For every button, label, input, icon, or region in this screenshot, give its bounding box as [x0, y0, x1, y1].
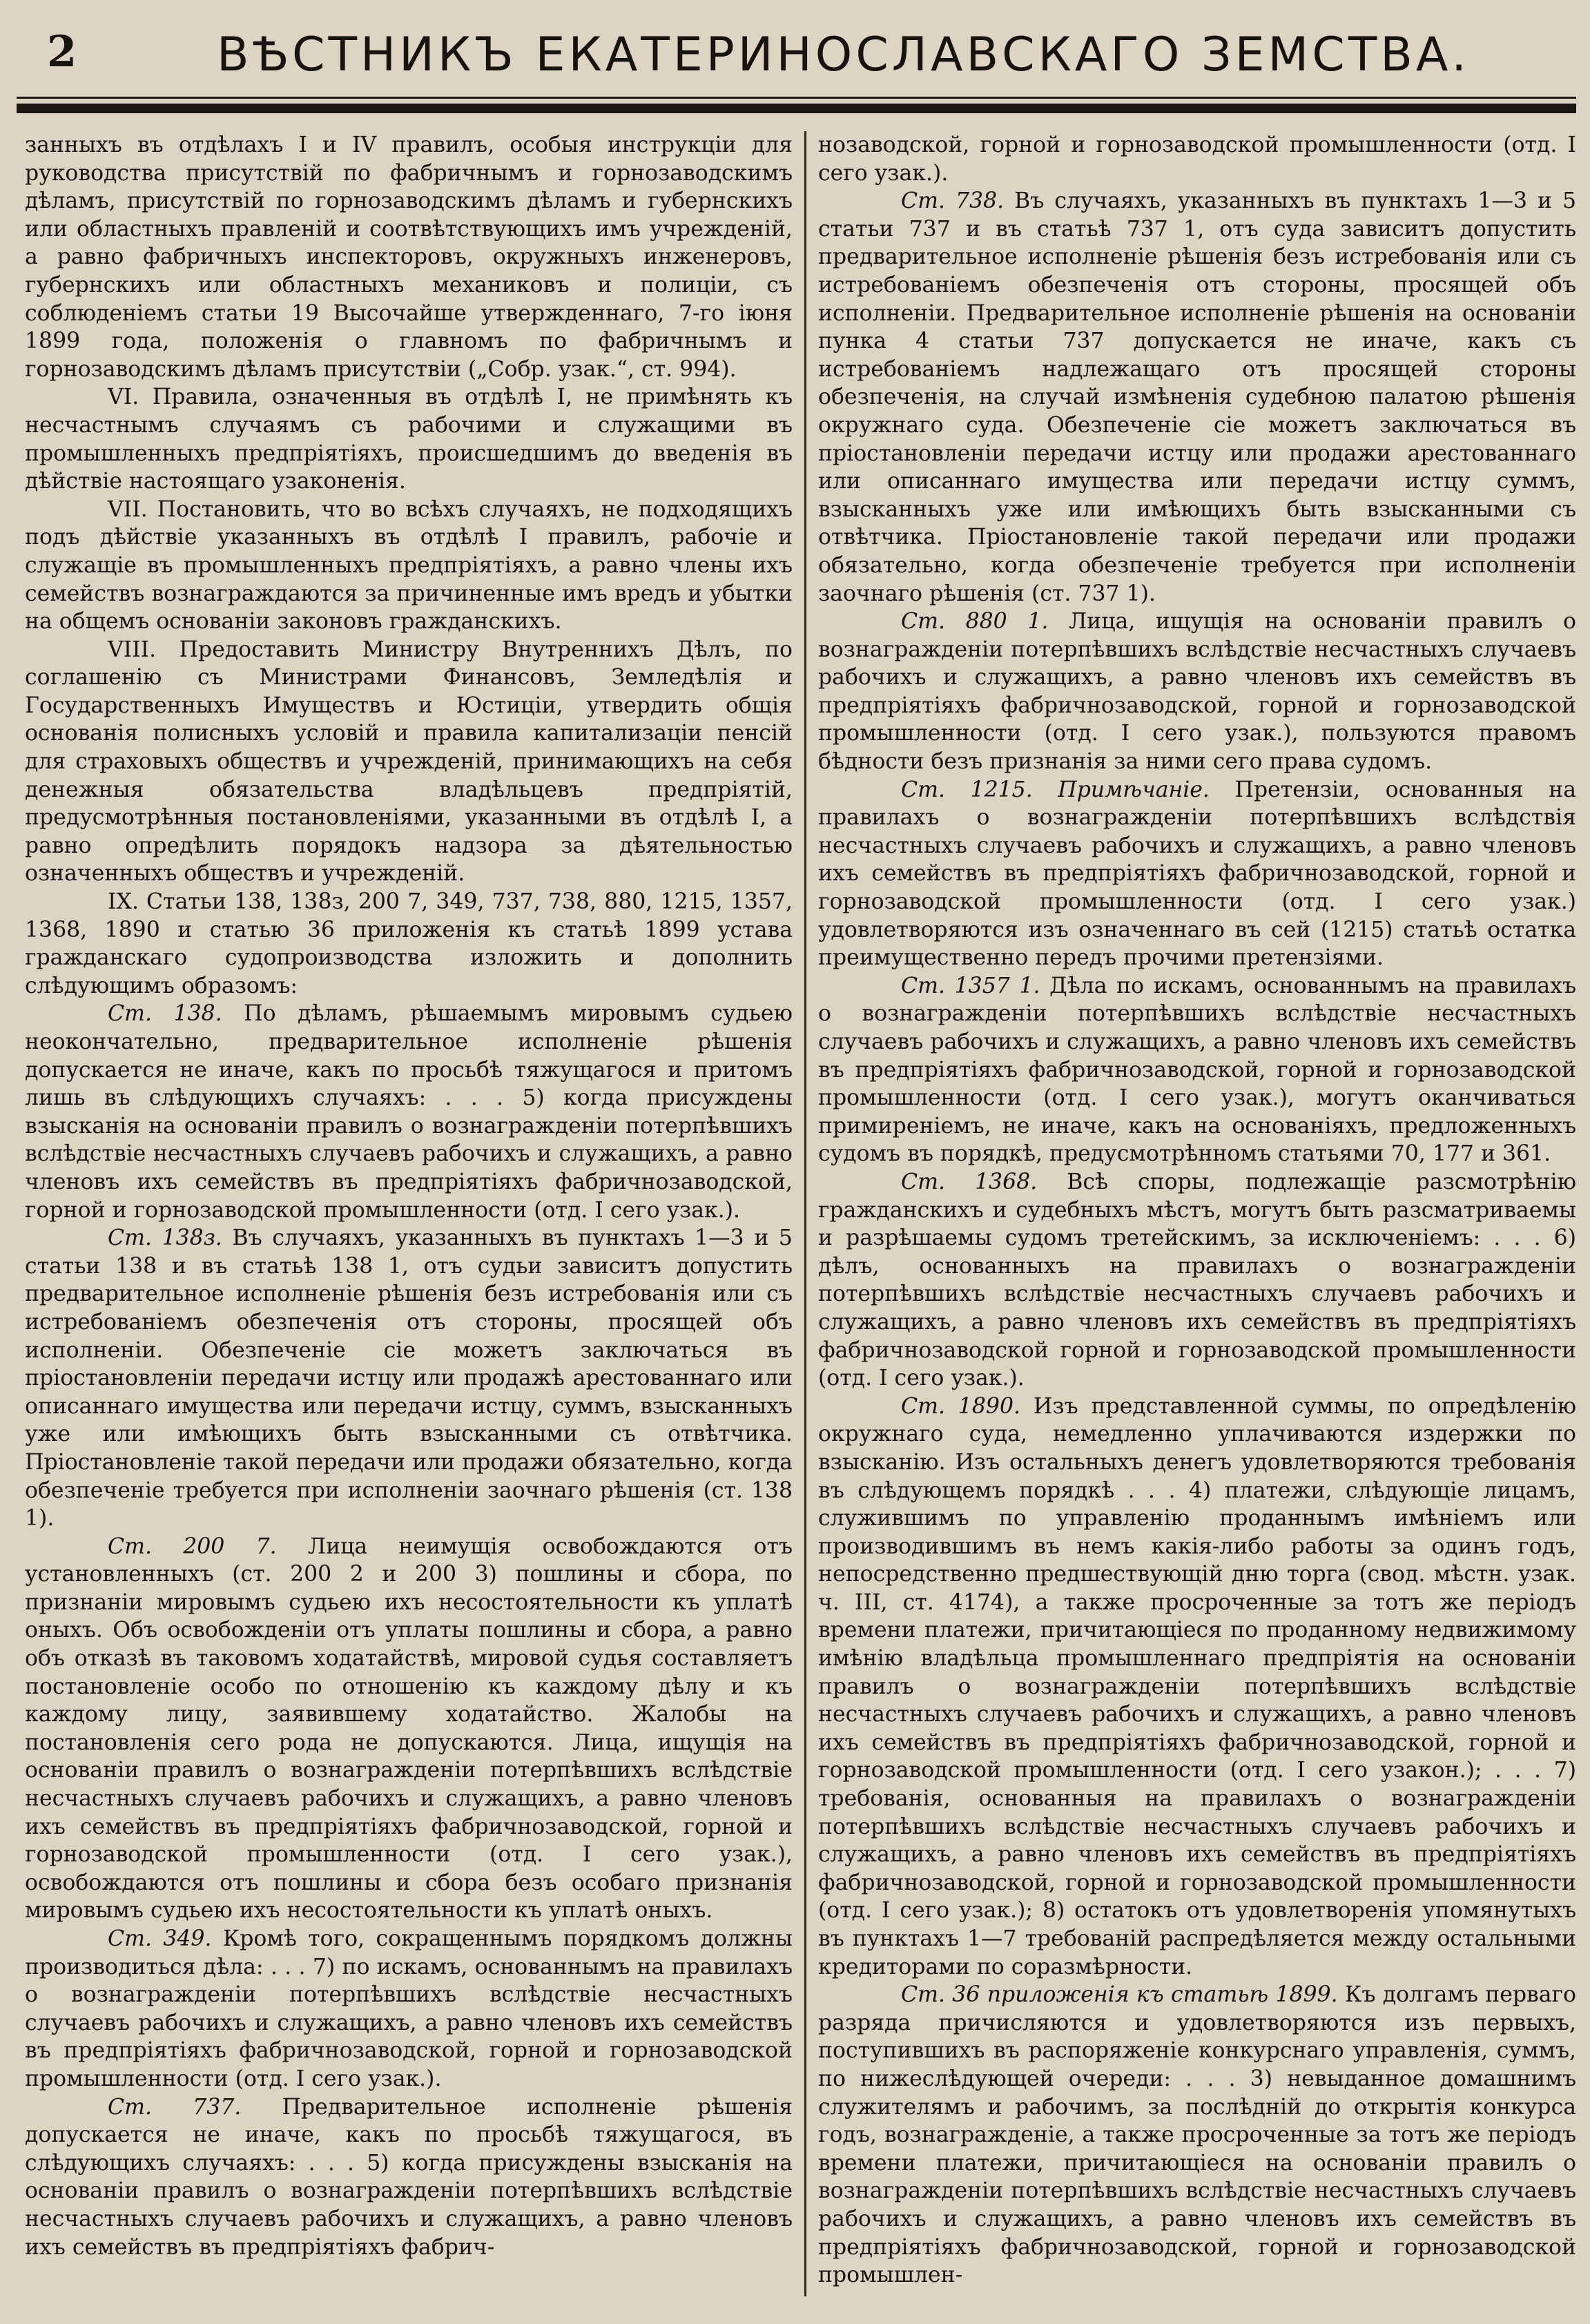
header-rule-thick	[17, 104, 1576, 113]
paragraph	[25, 1533, 793, 1925]
right-column	[818, 131, 1576, 2299]
article-reference: Ст. 880 1.	[901, 609, 1049, 635]
article-reference: Ст. 1890.	[901, 1393, 1021, 1419]
paragraph-text: Кромѣ того, сокращеннымъ порядкомъ должны производиться дѣла: . . . 7) по искамъ, основаннымъ на правилахъ о вознагражденіи потерпѣвшихъ вслѣдствіе несчастныхъ случаевъ рабочихъ и служащихъ, а равно членовъ ихъ семействъ въ предпріятіяхъ фабричнозаводской, горной и горнозаводской промышленности (отд. I сего узак.).	[25, 1926, 793, 2091]
article-reference: Ст. 200 7.	[108, 1533, 277, 1559]
article-reference: Ст. 1357 1.	[901, 973, 1040, 998]
paragraph-text: Къ долгамъ перваго разряда причисляются и удовлетворяются изъ первыхъ, поступившихъ въ распоряженіе конкурснаго управленія, суммъ, по нижеслѣдующей очереди: . . . 3) невыданное домашнимъ служителямъ и рабочимъ, за послѣдній до открытія конкурса годъ, вознагражденіе, а также просроченные за тотъ же періодъ времени платежи, причитающіеся на основаніи правилъ о вознагражденіи потерпѣвшихъ вслѣдствіе несчастныхъ случаевъ рабочихъ и служащихъ, а равно членовъ ихъ семействъ въ предпріятіяхъ фабричнозаводской, горной и горнозаводской промышлен-	[818, 1982, 1576, 2288]
article-reference: Ст. 1368.	[901, 1169, 1038, 1194]
paragraph	[25, 131, 793, 383]
paragraph-text: Въ случаяхъ, указанныхъ въ пунктахъ 1—3 и 5 статьи 737 и въ статьѣ 737 1, отъ суда зависитъ допустить предварительное исполненіе рѣшенія безъ истребованія или съ истребованіемъ обезпеченія отъ стороны, просящей объ исполненіи. Предварительное исполненіе рѣшенія на основаніи пунка 4 статьи 737 допускается не иначе, какъ съ истребованіемъ надлежащаго отъ просящей стороны обезпеченія, на случай измѣненія судебною палатою рѣшенія окружнаго суда. Обезпеченіе сіе можетъ заключаться въ пріостановленіи передачи истцу или продажи арестованнаго или описаннаго имущества или передачи истцу суммъ, взысканныхъ уже или имѣющихъ быть взысканными съ отвѣтчика. Пріостановленіе такой передачи или продажи обязательно, когда обезпеченіе требуется при исполненіи заочнаго рѣшенія (ст. 737 1).	[818, 188, 1576, 606]
paragraph	[818, 1168, 1576, 1393]
paragraph	[818, 1393, 1576, 1981]
paragraph	[818, 972, 1576, 1168]
paragraph	[818, 131, 1576, 187]
article-reference: Ст. 738.	[901, 188, 1005, 214]
paragraph	[25, 1000, 793, 1224]
paragraph-text: Лица, ищущія на основаніи правилъ о вознагражденіи потерпѣвшихъ вслѣдствіе несчастныхъ случаевъ рабочихъ и служащихъ, а равно членовъ ихъ семействъ въ предпріятіяхъ фабричнозаводской, горной и горнозаводской промышленности (отд. I сего узак.), пользуются правомъ бѣдности безъ признанія за ними сего права судомъ.	[818, 609, 1576, 775]
paragraph	[818, 187, 1576, 608]
left-column	[25, 131, 793, 2299]
article-reference: Ст. 36 приложенія къ статьѣ 1899.	[901, 1982, 1338, 2008]
header-rule-thin	[17, 97, 1576, 99]
paragraph-text: VII. Постановить, что во всѣхъ случаяхъ, не подходящихъ подъ дѣйствіе указанныхъ въ отдѣлѣ I правилъ, рабочіе и служащіе въ промышленныхъ предпріятіяхъ, а равно члены ихъ семействъ вознаграждаются за причиненные имъ вредъ и убытки на общемъ основаніи законовъ гражданскихъ.	[25, 496, 793, 635]
page-number: 2	[47, 26, 77, 77]
paragraph	[25, 888, 793, 1000]
page-header	[0, 0, 1590, 110]
paragraph-text: Претензіи, основанныя на правилахъ о вознагражденіи потерпѣвшихъ вслѣдствія несчастныхъ случаевъ рабочихъ и служащихъ, а равно членовъ ихъ семействъ въ предпріятіяхъ фабричнозаводской, горной и горнозаводской промышленности (отд. I сего узак.) удовлетворяются изъ означеннаго въ сей (1215) статьѣ остатка преимущественно передъ прочими претензіями.	[818, 777, 1576, 971]
article-reference: Ст. 1215. Примѣчаніе.	[901, 777, 1210, 802]
paragraph	[25, 496, 793, 636]
paragraph	[818, 608, 1576, 776]
column-divider	[804, 131, 806, 2296]
paragraph-text: Всѣ споры, подлежащіе разсмотрѣнію гражданскихъ и судебныхъ мѣстъ, могутъ быть разсматриваемы и разрѣшаемы судомъ третейскимъ, за исключеніемъ: . . . 6) дѣлъ, основанныхъ на правилахъ о вознагражденіи потерпѣвшихъ вслѣдствіе несчастныхъ случаевъ рабочихъ и служащихъ, а равно членовъ ихъ семействъ въ предпріятіяхъ фабричнозаводской горной и горнозаводской промышленности (отд. I сего узак.).	[818, 1169, 1576, 1391]
article-reference: Ст. 737.	[108, 2094, 242, 2120]
paragraph	[25, 2093, 793, 2262]
paragraph-text: занныхъ въ отдѣлахъ I и IV правилъ, особыя инструкціи для руководства присутствій по фабричнымъ и горнозаводскимъ дѣламъ, присутствій по горнозаводскимъ дѣламъ и губернскихъ или областныхъ правленій и соотвѣтствующихъ имъ учрежденій, а равно фабричныхъ инспекторовъ, окружныхъ инженеровъ, губернскихъ или областныхъ механиковъ и полиціи, съ соблюденіемъ статьи 19 Высочайше утвержденнаго, 7-го іюня 1899 года, положенія о главномъ по фабричнымъ и горнозаводскимъ дѣламъ присутствіи („Собр. узак.“, ст. 994).	[25, 133, 793, 382]
article-reference: Ст. 138.	[108, 1001, 222, 1027]
paragraph-text: По дѣламъ, рѣшаемымъ мировымъ судьею неокончательно, предварительное исполненіе рѣшенія допускается не иначе, какъ по просьбѣ тяжущагося и притомъ лишь въ слѣдующихъ случаяхъ: . . . 5) когда присуждены взысканія на основаніи правилъ о вознагражденіи потерпѣвшихъ вслѣдствіе несчастныхъ случаевъ рабочихъ и служащихъ, а равно членовъ ихъ семействъ въ предпріятіяхъ фабричнозаводской, горной и горнозаводской промышленности (отд. I сего узак.).	[25, 1001, 793, 1223]
paragraph-text: IX. Статьи 138, 138з, 200 7, 349, 737, 738, 880, 1215, 1357, 1368, 1890 и статью 36 приложенія къ статьѣ 1899 устава гражданскаго судопроизводства изложить и дополнить слѣдующимъ образомъ:	[25, 889, 793, 998]
paragraph-text: VI. Правила, означенныя въ отдѣлѣ I, не примѣнять къ несчастнымъ случаямъ съ рабочими и служащими въ промышленныхъ предпріятіяхъ, происшедшимъ до введенія въ дѣйствіе настоящаго узаконенія.	[25, 385, 793, 494]
paragraph	[25, 1224, 793, 1533]
paragraph-text: нозаводской, горной и горнозаводской промышленности (отд. I сего узак.).	[818, 133, 1576, 186]
paragraph-text: Въ случаяхъ, указанныхъ въ пунктахъ 1—3 и 5 статьи 138 и въ статьѣ 138 1, отъ судьи зависитъ допустить предварительное исполненіе рѣшенія безъ истребованія или съ истребованіемъ обезпеченія отъ стороны, просящей объ исполненіи. Обезпеченіе сіе можетъ заключаться въ пріостановленіи передачи истцу или продажѣ арестованнаго или описаннаго имущества или передачи истцу, суммъ, взысканныхъ уже или имѣющихъ быть взысканными съ отвѣтчика. Пріостановленіе такой передачи или продажи обязательно, когда обезпеченіе требуется при исполненіи заочнаго рѣшенія (ст. 138 1).	[25, 1226, 793, 1531]
paragraph	[25, 1925, 793, 2093]
paragraph-text: Лица неимущія освобождаются отъ установленныхъ (ст. 200 2 и 200 3) пошлины и сбора, по признаніи мировымъ судьею ихъ несостоятельности къ уплатѣ оныхъ. Объ освобожденіи отъ уплаты пошлины и сбора, а равно объ отказѣ въ таковомъ ходатайствѣ, мировой судья составляетъ постановленіе особо по отношенію къ каждому дѣлу и къ каждому лицу, заявившему ходатайство. Жалобы на постановленія сего рода не допускаются. Лица, ищущія на основаніи правилъ о вознагражденіи потерпѣвшихъ вслѣдствіе несчастныхъ случаевъ рабочихъ и служащихъ, а равно членовъ ихъ семействъ въ предпріятіяхъ фабричнозаводской, горной и горнозаводской промышленности (отд. I сего узак.), освобождаются отъ пошлины и сбора безъ особаго признанія мировымъ судьею ихъ несостоятельности къ уплатѣ оныхъ.	[25, 1533, 793, 1924]
masthead-title: ВѢСТНИКЪ ЕКАТЕРИНОСЛАВСКАГО ЗЕМСТВА.	[216, 28, 1471, 82]
paragraph-text: Изъ представленной суммы, по опредѣленію окружнаго суда, немедленно уплачиваются издержки по взысканію. Изъ остальныхъ денегъ удовлетворяются требованія въ слѣдующемъ порядкѣ . . . 4) платежи, слѣдующіе лицамъ, служившимъ по управленію проданнымъ имѣніемъ или производившимъ въ немъ какія-либо работы за одинъ годъ, непосредственно предшествующій дню торга (свод. мѣстн. узак. ч. III, ст. 4174), а также просроченные за тотъ же періодъ времени платежи, причитающіеся по проданному недвижимому имѣнію владѣльца промышленнаго предпріятія на основаніи правилъ о вознагражденіи потерпѣвшихъ вслѣдствіе несчастныхъ случаевъ рабочихъ и служащихъ, а равно членовъ ихъ семействъ въ предпріятіяхъ фабричнозаводской, горной и горнозаводской промышленности (отд. I сего узакон.); . . . 7) требованія, основанныя на правилахъ о вознагражденіи потерпѣвшихъ вслѣдствіе несчастныхъ случаевъ рабочихъ и служащихъ, а равно членовъ ихъ семействъ въ предпріятіяхъ фабричнозаводской, горной и горнозаводской промышленности (отд. I сего узак.); 8) остатокъ отъ удовлетворенія упомянутыхъ въ пунктахъ 1—7 требованій распредѣляется между остальными кредиторами по соразмѣрности.	[818, 1393, 1576, 1979]
paragraph-text: Дѣла по искамъ, основаннымъ на правилахъ о вознагражденіи потерпѣвшихъ вслѣдствіе несчастныхъ случаевъ рабочихъ и служащихъ, а равно членовъ ихъ семействъ въ предпріятіяхъ фабричнозаводской, горной и горнозаводской промышленности (отд. I сего узак.), могутъ оканчиваться примиреніемъ, не иначе, какъ на основаніяхъ, предложенныхъ судомъ въ порядкѣ, предусмотрѣнномъ статьями 70, 177 и 361.	[818, 973, 1576, 1167]
paragraph	[25, 383, 793, 495]
article-reference: Ст. 349.	[108, 1926, 212, 1951]
paragraph	[818, 776, 1576, 972]
paragraph	[25, 636, 793, 888]
paragraph	[818, 1981, 1576, 2289]
paragraph-text: VIII. Предоставить Министру Внутреннихъ Дѣлъ, по соглашенію съ Министрами Финансовъ, Земледѣлія и Государственныхъ Имуществъ и Юстиціи, утвердить общія основанія полисныхъ условій и правила капитализаціи пенсій для страховыхъ обществъ и учрежденій, принимающихъ на себя денежныя обязательства владѣльцевъ предпріятій, предусмотрѣнныя постановленіями, указанными въ отдѣлѣ I, а равно опредѣлить порядокъ надзора за дѣятельностью означенныхъ обществъ и учрежденій.	[25, 637, 793, 887]
paragraph-text: Предварительное исполненіе рѣшенія допускается не иначе, какъ по просьбѣ тяжущагося, въ слѣдующихъ случаяхъ: . . . 5) когда присуждены взысканія на основаніи правилъ о вознагражденіи потерпѣвшихъ вслѣдствіе несчастныхъ случаевъ рабочихъ и служащихъ, а равно членовъ ихъ семействъ въ предпріятіяхъ фабрич-	[25, 2094, 793, 2260]
article-reference: Ст. 138з.	[108, 1226, 222, 1251]
